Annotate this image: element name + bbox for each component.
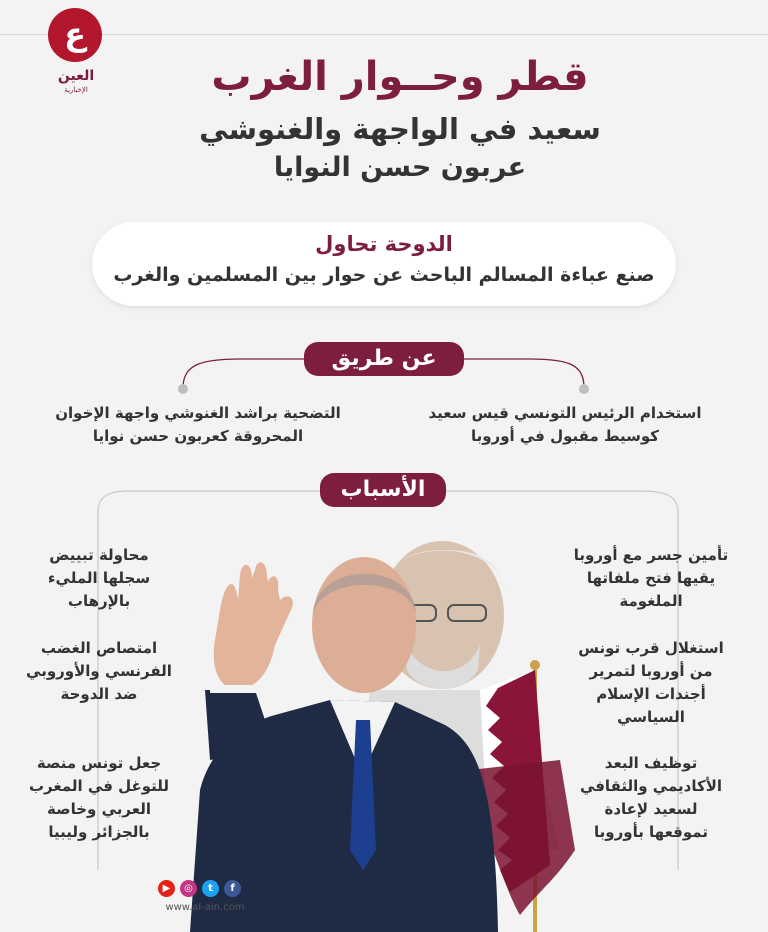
reason-left-1 <box>14 544 184 613</box>
reason-line: الأكاديمي والثقافي <box>579 777 723 795</box>
reason-line: السياسي <box>617 708 685 726</box>
means-left-line-1: التضحية براشد الغنوشي واجهة الإخوان <box>55 404 341 422</box>
reason-line: استغلال قرب تونس <box>578 639 724 657</box>
reason-line: العربي وخاصة <box>47 800 151 818</box>
reason-line: أجندات الإسلام <box>596 685 706 703</box>
reason-right-3 <box>566 752 736 844</box>
reason-line: محاولة تبييض <box>49 546 149 564</box>
means-right-line-2: كوسيط مقبول في أوروبا <box>470 427 660 445</box>
leaders-photo <box>180 520 580 932</box>
reason-right-2 <box>566 637 736 729</box>
means-left-line-2: المحروقة كعربون حسن نوايا <box>92 427 304 445</box>
reason-line: الملغومة <box>619 592 683 610</box>
reason-line: للتوغل في المغرب <box>28 777 170 795</box>
reason-line: تموقعها بأوروبا <box>594 823 708 841</box>
reason-line: سجلها المليء <box>47 569 151 587</box>
page-subtitle-1: سعيد في الواجهة والغنوشي <box>199 112 601 146</box>
twitter-icon[interactable]: t <box>202 880 219 897</box>
reason-line: بالإرهاب <box>67 592 131 610</box>
reason-line: جعل تونس منصة <box>36 754 162 772</box>
intro-text: صنع عباءة المسالم الباحث عن حوار بين المسلمين والغرب <box>113 264 655 286</box>
means-left <box>46 402 350 448</box>
means-right <box>420 402 710 448</box>
reasons-label: الأسباب <box>320 473 446 507</box>
website-link[interactable]: www.al-ain.com <box>165 902 245 913</box>
instagram-icon[interactable]: ◎ <box>180 880 197 897</box>
means-dot-right <box>579 384 589 394</box>
logo-glyph: ع <box>64 15 86 53</box>
reason-line: من أوروبا لتمرير <box>589 662 713 680</box>
reason-line: يقيها فتح ملفاتها <box>586 569 716 587</box>
means-label: عن طريق <box>304 342 464 376</box>
means-dot-left <box>178 384 188 394</box>
logo-name: العين <box>57 68 95 84</box>
facebook-icon[interactable]: f <box>224 880 241 897</box>
reason-line: ضد الدوحة <box>60 685 138 703</box>
social-icons <box>158 880 248 898</box>
reason-line: الفرنسي والأوروبي <box>26 662 172 680</box>
youtube-icon[interactable]: ▶ <box>158 880 175 897</box>
reason-line: امتصاص الغضب <box>40 639 158 657</box>
reason-left-2 <box>14 637 184 706</box>
page-subtitle-2: عربون حسن النوايا <box>273 152 527 183</box>
page-title: قطر وحــوار الغرب <box>211 54 589 100</box>
reason-right-1 <box>566 544 736 613</box>
logo-subtitle: الإخبارية <box>64 86 88 94</box>
reason-line: تأمين جسر مع أوروبا <box>573 546 729 564</box>
reason-line: لسعيد لإعادة <box>604 800 698 818</box>
intro-title: الدوحة تحاول <box>315 232 453 256</box>
means-right-line-1: استخدام الرئيس التونسي قيس سعيد <box>428 404 702 422</box>
reason-left-3 <box>14 752 184 844</box>
reason-line: توظيف البعد <box>604 754 698 772</box>
reason-line: بالجزائر وليبيا <box>48 823 150 841</box>
